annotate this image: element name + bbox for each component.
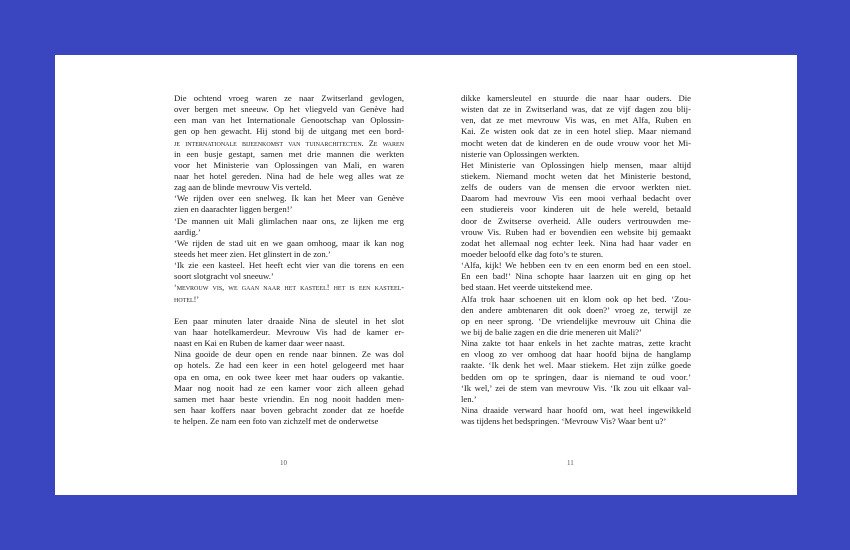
text-line: naast en Kai en Ruben de kamer daar weer naast.	[174, 338, 345, 349]
right-page-number: 11	[567, 459, 574, 467]
text-line: mocht weten dat de kinderen en de oude vrouw voor het Mi-	[461, 137, 691, 148]
text-line: voor het Ministerie van Oplossingen van Mali, en waren	[174, 159, 404, 170]
text-line: door de Zwitserse overheid. Alle ouders vertrouwden me-	[461, 215, 691, 226]
text-line: vrouw Vis. Ruben had er bovendien een website bij gemaakt	[461, 226, 691, 237]
text-line: moeder beloofd elke dag foto’s te sturen.	[461, 248, 604, 259]
text-line: dikke kamersleutel en stuurde die naar haar ouders. Die	[461, 93, 691, 103]
text-line: wisten dat ze in Zwitserland was, dat ze vijf dagen zou blij-	[461, 104, 691, 115]
book-spread	[55, 55, 797, 495]
text-line: nisterie van Oplossingen werkten.	[461, 148, 580, 159]
text-line: was tijdens het bedspringen. ‘Mevrouw Vis? Waar bent u?’	[461, 416, 667, 427]
left-page-paragraphs-2	[174, 316, 404, 427]
text-line: Maar nog nooit had ze een kamer voor zich alleen gehad	[174, 382, 404, 393]
text-line: we bij de balie zagen en die drie meneren uit Mali?’	[461, 326, 642, 337]
text-line: een studiereis voor kinderen uit de hele wereld, betaald	[461, 204, 691, 215]
text-line: Alfa trok haar schoenen uit en klom ook op het bed. ‘Zou-	[461, 293, 691, 304]
text-line: over bergen met sneeuw. Op het vliegveld van Genève had	[174, 104, 404, 115]
text-line: gen op hen gewacht. Hij stond bij de uitgang met een bord-	[174, 126, 404, 137]
text-line: je internationale bijeenkomst van tuinarchitecten. Ze waren	[174, 138, 404, 148]
text-line: den andere ambtenaren dit ook doen?’ vroeg ze, terwijl ze	[461, 304, 691, 315]
text-line: ‘We rijden de stad uit en we gaan omhoog, maar ik kan nog	[174, 237, 404, 248]
text-line: ven, dat ze met mevrouw Vis was, en met Alfa, Ruben en	[461, 115, 691, 126]
left-page-paragraphs-1	[174, 93, 404, 305]
text-line: aardig.’	[174, 226, 201, 237]
text-line: Die ochtend vroeg waren ze naar Zwitserland gevlogen,	[174, 93, 404, 103]
right-page	[461, 93, 691, 427]
text-line: een man van het Internationale Genootschap van Oplossin-	[174, 115, 404, 126]
text-line: in een busje gestapt, samen met drie mannen die werkten	[174, 148, 404, 159]
text-line: zodat het allemaal nog echter leek. Nina had haar vader en	[461, 237, 691, 248]
right-page-paragraphs	[461, 93, 691, 427]
text-line: en vloog zo ver omhoog dat haar hoofd bijna de hanglamp	[461, 349, 691, 360]
text-line: zelfs de ouders van de mensen die ervoor werkten niet.	[461, 182, 691, 193]
text-line: bedden om op te springen, daar is niemand te oud voor.’	[461, 371, 691, 382]
text-line: sen haar koffers naar boven gebracht zonder dat ze hoefde	[174, 404, 404, 415]
text-line: Een paar minuten later draaide Nina de sleutel in het slot	[174, 315, 404, 326]
left-page	[174, 93, 404, 427]
text-line: len.’	[461, 393, 477, 404]
text-line: bed staan. Het veerde uitstekend mee.	[461, 282, 593, 293]
text-line: op hotels. Ze had een keer in een hotel gelogeerd met haar	[174, 360, 404, 371]
text-line: Nina gooide de deur open en rende naar binnen. Ze was dol	[174, 349, 404, 360]
paragraph-gap	[174, 305, 404, 316]
text-line: soort slotgracht vol sneeuw.’	[174, 271, 274, 282]
text-line: steeds het meer zien. Het glinstert in de zon.’	[174, 248, 331, 259]
text-line: ‘Alfa, kijk! We hebben een tv en een enorm bed en een stoel.	[461, 260, 691, 271]
text-line: hotel!’	[174, 294, 200, 304]
text-line: Kai. Ze wisten ook dat ze in een hotel sliep. Maar niemand	[461, 126, 691, 137]
text-line: van haar hotelkamerdeur. Mevrouw Vis had de kamer er-	[174, 326, 404, 337]
text-line: te helpen. Ze nam een foto van zichzelf met de onderwetse	[174, 416, 379, 427]
text-line: Daarom had mevrouw Vis een mooi verhaal bedacht over	[461, 193, 691, 204]
text-line: En een bad!’ Nina schopte haar laarzen uit en ging op het	[461, 271, 691, 282]
text-line: raakte. ‘Ik denk het wel. Maar stiekem. Het zijn zúlke goede	[461, 360, 691, 371]
text-line: zag aan de blinde mevrouw Vis verteld.	[174, 182, 312, 193]
text-line: ‘mevrouw vis, we gaan naar het kasteel! het is een kasteel-	[174, 283, 404, 293]
text-line: Nina draaide verward haar hoofd om, wat heel ingewikkeld	[461, 404, 691, 415]
text-line: Nina zakte tot haar enkels in het zachte matras, zette kracht	[461, 338, 691, 349]
text-line: samen met haar beste vriendin. En nog nooit hadden men-	[174, 393, 404, 404]
text-line: ‘Ik wel,’ zei de stem van mevrouw Vis. ‘Ik zou uit elkaar val-	[461, 382, 691, 393]
text-line: ‘We rijden over een snelweg. Ik kan het Meer van Genève	[174, 193, 404, 204]
text-line: opa en oma, en ook twee keer met haar ouders op vakantie.	[174, 371, 404, 382]
text-line: ‘De mannen uit Mali glimlachen naar ons, ze lijken me erg	[174, 215, 404, 226]
text-line: op en neer sprong. ‘De vriendelijke mevrouw uit China die	[461, 315, 691, 326]
text-line: Het Ministerie van Oplossingen hielp mensen, maar altijd	[461, 159, 691, 170]
text-line: ‘Ik zie een kasteel. Het heeft echt vier van die torens en een	[174, 260, 404, 271]
left-page-number: 10	[280, 459, 287, 467]
text-line: zien en daarachter liggen bergen!’	[174, 204, 293, 215]
text-line: naar het hotel gereden. Nina had de hele weg alles wat ze	[174, 170, 404, 181]
text-line: stiekem. Niemand mocht weten dat het Ministerie bestond,	[461, 170, 691, 181]
